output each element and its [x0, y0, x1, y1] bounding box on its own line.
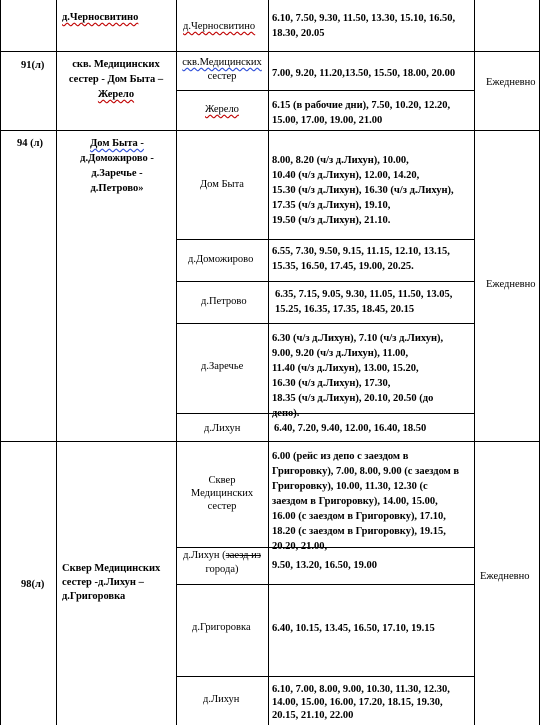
grid-line: [0, 130, 540, 131]
stop-name: скв.Медицинских сестер: [182, 57, 262, 82]
grid-line: [56, 0, 57, 725]
days-label: Ежедневно: [486, 77, 536, 88]
route-name: д.Черносвитино: [62, 12, 139, 23]
grid-line: [176, 323, 474, 324]
stop-name: д.Петрово: [201, 296, 247, 307]
stop-times: 6.00 (рейс из депо с заездом в Григоровку), 7.00, 8.00, 9.00 (с заездом в Григоровку), 10.00, 11.30, 12.30 (с заездом в Григоровку), 14.00, 15.00, 16.00 (с заездом в Григоровку), 17.10, 18.20 (с заездом в Григоровку), 19.15, 20.20, 21.00,: [272, 451, 460, 552]
route-name: Сквер Медицинских сестер -д.Лихун – д.Григоровка: [62, 563, 161, 602]
stop-name: д.Лихун: [203, 694, 240, 705]
route-number: 91(л): [21, 60, 45, 71]
grid-line: [0, 0, 1, 725]
route-name: Дом Быта - д.Доможирово - д.Заречье - д.Петрово»: [80, 138, 154, 194]
grid-line: [176, 239, 474, 240]
stop-name: Жерело: [205, 104, 239, 115]
stop-times: 9.50, 13.20, 16.50, 19.00: [272, 560, 377, 571]
grid-line: [176, 584, 474, 585]
route-name: скв. Медицинских сестер - Дом Быта – Жерело: [68, 59, 164, 100]
grid-line: [0, 441, 540, 442]
stop-times: 6.35, 7.15, 9.05, 9.30, 11.05, 11.50, 13.05, 15.25, 16.35, 17.35, 18.45, 20.15: [275, 289, 453, 315]
stop-times: 6.30 (ч/з д.Лихун), 7.10 (ч/з д.Лихун), 9.00, 9.20 (ч/з д.Лихун), 11.00, 11.40 (ч/з д.Лихун), 13.00, 15.20, 16.30 (ч/з д.Лихун), 17.30, 18.35 (ч/з д.Лихун), 20.10, 20.50 (до депо).: [272, 333, 444, 419]
stop-name: Сквер Медицинских сестер: [190, 475, 254, 512]
grid-line: [0, 51, 540, 52]
stop-times: 6.40, 10.15, 13.45, 16.50, 17.10, 19.15: [272, 623, 435, 634]
stop-times: 6.10, 7.00, 8.00, 9.00, 10.30, 11.30, 12.30, 14.00, 15.00, 16.00, 17.20, 18.15, 19.30, 20.15, 21.10, 22.00: [272, 684, 450, 721]
grid-line: [176, 90, 474, 91]
stop-name: д.Заречье: [201, 361, 244, 372]
grid-line: [176, 676, 474, 677]
stop-times: 6.10, 7.50, 9.30, 11.50, 13.30, 15.10, 16.50, 18.30, 20.05: [272, 13, 456, 39]
stop-times: 6.55, 7.30, 9.50, 9.15, 11.15, 12.10, 13.15, 15.35, 16.50, 17.45, 19.00, 20.25.: [272, 246, 450, 272]
grid-line: [474, 0, 475, 725]
grid-line: [176, 281, 474, 282]
route-number: 98(л): [21, 579, 45, 590]
stop-times: 8.00, 8.20 (ч/з д.Лихун), 10.00, 10.40 (ч/з д.Лихун), 12.00, 14.20, 15.30 (ч/з д.Лихун), 16.30 (ч/з д.Лихун), 17.35 (ч/з д.Лихун), 19.10, 19.50 (ч/з д.Лихун), 21.10.: [272, 155, 454, 226]
route-number: 94 (л): [17, 138, 44, 149]
stop-name: д.Григоровка: [192, 622, 251, 633]
days-label: Ежедневно: [486, 279, 536, 290]
stop-times: 7.00, 9.20, 11.20,13.50, 15.50, 18.00, 20.00: [272, 68, 456, 79]
stop-name: д.Лихун: [204, 423, 241, 434]
stop-name: д.Доможирово: [188, 254, 254, 265]
stop-name: Дом Быта: [200, 179, 244, 190]
stop-times: 6.40, 7.20, 9.40, 12.00, 16.40, 18.50: [274, 423, 427, 434]
grid-line: [176, 0, 177, 725]
grid-line: [268, 0, 269, 725]
stop-times: 6.15 (в рабочие дни), 7.50, 10.20, 12.20, 15.00, 17.00, 19.00, 21.00: [272, 100, 451, 126]
stop-name: д.Черносвитино: [183, 21, 256, 32]
days-label: Ежедневно: [480, 571, 530, 582]
stop-name: д.Лихун (заезд из города): [183, 550, 261, 575]
